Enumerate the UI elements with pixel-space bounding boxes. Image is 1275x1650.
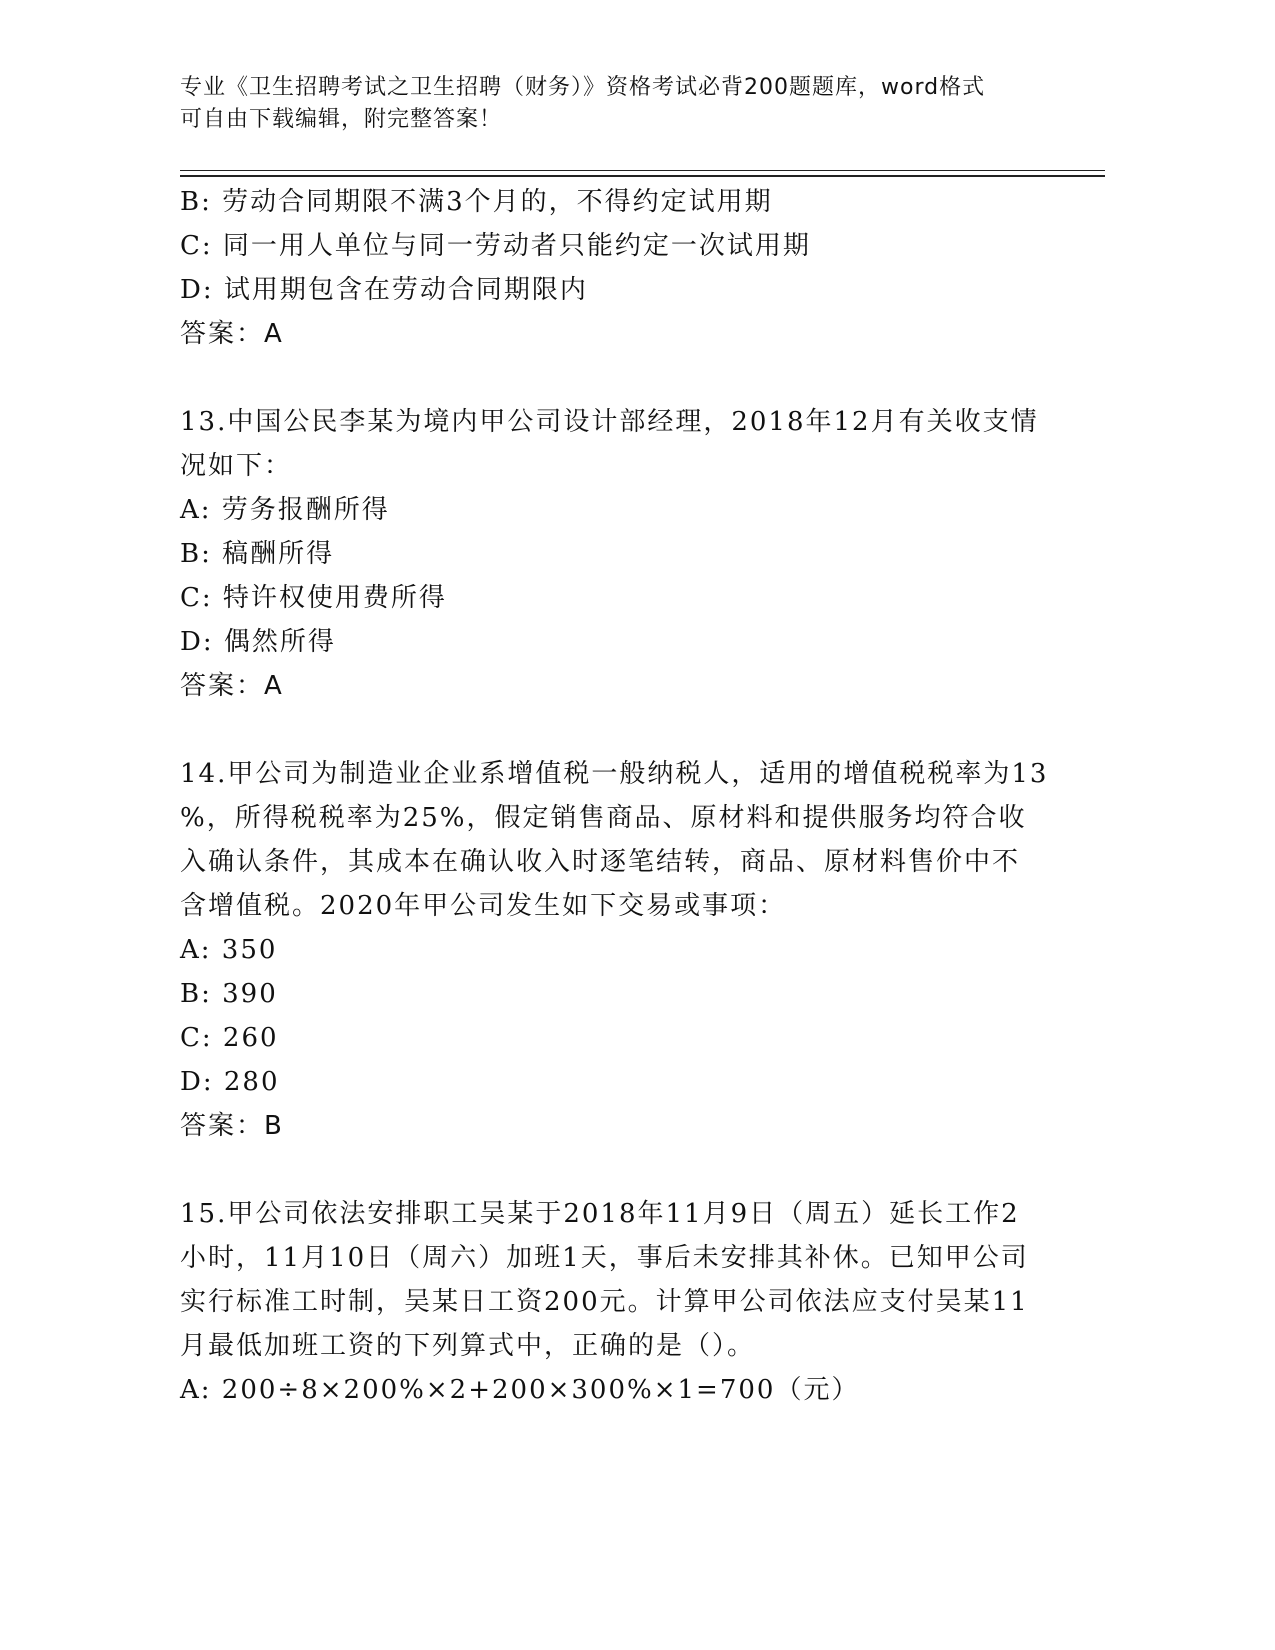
q14-answer: 答案：B: [180, 1111, 284, 1141]
question-13: [180, 400, 1050, 708]
q15-text-line-3: 实行标准工时制，吴某日工资200元。计算甲公司依法应支付吴某11: [180, 1287, 1029, 1317]
q15-option-a: A: 200÷8×200%×2+200×300%×1=700（元）: [180, 1375, 860, 1405]
question-12-continued: [180, 180, 1050, 356]
q13-text-line-1: 13.中国公民李某为境内甲公司设计部经理，2018年12月有关收支情: [180, 407, 1039, 437]
q13-option-c: C: 特许权使用费所得: [180, 583, 447, 613]
q13-option-a: A: 劳务报酬所得: [180, 495, 390, 525]
document-header: [180, 72, 1060, 136]
header-divider-thick: [180, 175, 1105, 177]
q13-option-b: B: 稿酬所得: [180, 539, 335, 569]
q12-option-d: D: 试用期包含在劳动合同期限内: [180, 275, 588, 305]
q12-option-b: B: 劳动合同期限不满3个月的，不得约定试用期: [180, 187, 773, 217]
header-line-1: 专业《卫生招聘考试之卫生招聘（财务）》资格考试必背200题题库，word格式: [180, 75, 986, 100]
q14-option-a: A: 350: [180, 935, 278, 965]
q15-text-line-1: 15.甲公司依法安排职工吴某于2018年11月9日（周五）延长工作2: [180, 1199, 1020, 1229]
q12-answer: 答案：A: [180, 319, 284, 349]
q14-text-line-1: 14.甲公司为制造业企业系增值税一般纳税人，适用的增值税税率为13: [180, 759, 1049, 789]
q13-text-line-2: 况如下：: [180, 451, 293, 481]
q15-text-line-4: 月最低加班工资的下列算式中，正确的是（）。: [180, 1331, 756, 1361]
question-15: [180, 1192, 1050, 1412]
spacer: [180, 356, 1050, 400]
q15-text-line-2: 小时，11月10日（周六）加班1天，事后未安排其补休。已知甲公司: [180, 1243, 1029, 1273]
q14-text-line-4: 含增值税。2020年甲公司发生如下交易或事项：: [180, 891, 787, 921]
q14-text-line-3: 入确认条件，其成本在确认收入时逐笔结转，商品、原材料售价中不: [180, 847, 1021, 877]
header-divider-thin: [180, 170, 1105, 171]
q14-text-line-2: %，所得税税率为25%，假定销售商品、原材料和提供服务均符合收: [180, 803, 1027, 833]
q14-option-d: D: 280: [180, 1067, 280, 1097]
spacer: [180, 708, 1050, 752]
spacer: [180, 1148, 1050, 1192]
question-14: [180, 752, 1050, 1148]
document-body: [180, 180, 1050, 1412]
header-line-2: 可自由下载编辑，附完整答案！: [180, 107, 503, 132]
q14-option-c: C: 260: [180, 1023, 279, 1053]
q12-option-c: C: 同一用人单位与同一劳动者只能约定一次试用期: [180, 231, 811, 261]
q14-option-b: B: 390: [180, 979, 278, 1009]
q13-option-d: D: 偶然所得: [180, 627, 336, 657]
q13-answer: 答案：A: [180, 671, 284, 701]
